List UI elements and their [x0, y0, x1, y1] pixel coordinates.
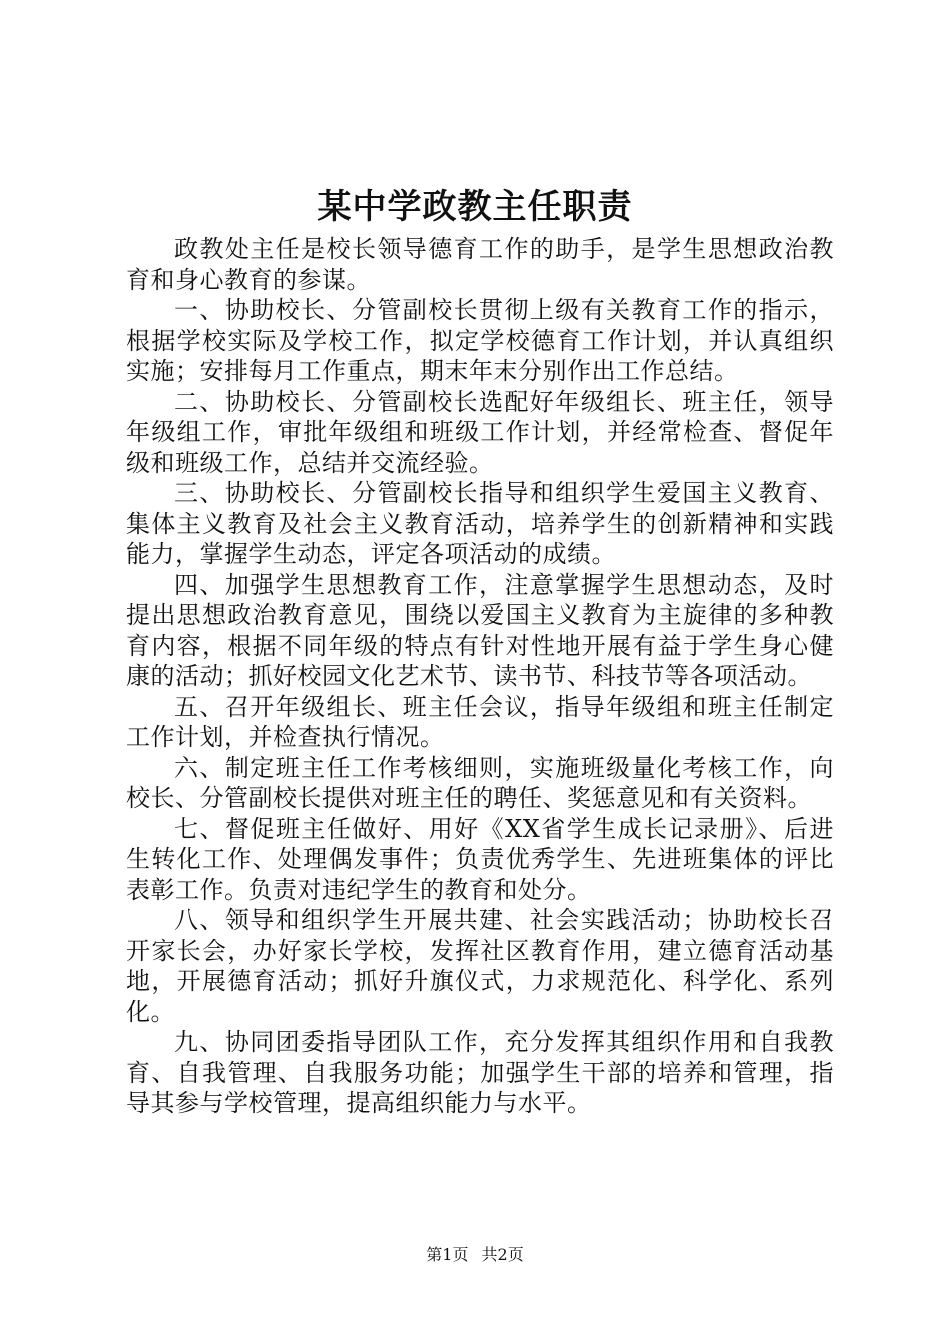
document-body	[126, 234, 834, 1119]
page-footer	[0, 1244, 950, 1266]
paragraph-item-5: 五、召开年级组长、班主任会议，指导年级组和班主任制定工作计划，并检查执行情况。	[126, 692, 834, 751]
paragraph-item-4: 四、加强学生思想教育工作，注意掌握学生思想动态，及时提出思想政治教育意见，围绕以爱国主义教育为主旋律的多种教育内容，根据不同年级的特点有针对性地开展有益于学生身心健康的活动；抓好校园文化艺术节、读书节、科技节等各项活动。	[126, 570, 834, 690]
paragraph-intro: 政教处主任是校长领导德育工作的助手，是学生思想政治教育和身心教育的参谋。	[126, 235, 834, 294]
paragraph-item-3: 三、协助校长、分管副校长指导和组织学生爱国主义教育、集体主义教育及社会主义教育活动，培养学生的创新精神和实践能力，掌握学生动态，评定各项活动的成绩。	[126, 479, 834, 568]
paragraph-item-8: 八、领导和组织学生开展共建、社会实践活动；协助校长召开家长会，办好家长学校，发挥社区教育作用，建立德育活动基地，开展德育活动；抓好升旗仪式，力求规范化、科学化、系列化。	[126, 906, 834, 1026]
paragraph-item-7: 七、督促班主任做好、用好《XX省学生成长记录册》、后进生转化工作、处理偶发事件；负责优秀学生、先进班集体的评比表彰工作。负责对违纪学生的教育和处分。	[126, 814, 834, 904]
paragraph-item-1: 一、协助校长、分管副校长贯彻上级有关教育工作的指示，根据学校实际及学校工作，拟定学校德育工作计划，并认真组织实施；安排每月工作重点，期末年末分别作出工作总结。	[126, 296, 834, 385]
paragraph-item-2: 二、协助校长、分管副校长选配好年级组长、班主任，领导年级组工作，审批年级组和班级工作计划，并经常检查、督促年级和班级工作，总结并交流经验。	[126, 387, 834, 477]
page-total: 共2页	[481, 1245, 524, 1264]
document-title: 某中学政教主任职责	[317, 187, 633, 227]
paragraph-item-9: 九、协同团委指导团队工作，充分发挥其组织作用和自我教育、自我管理、自我服务功能；加强学生干部的培养和管理，指导其参与学校管理，提高组织能力与水平。	[126, 1028, 834, 1117]
paragraph-item-6: 六、制定班主任工作考核细则，实施班级量化考核工作，向校长、分管副校长提供对班主任的聘任、奖惩意见和有关资料。	[126, 753, 834, 812]
page-number: 第1页	[426, 1245, 469, 1264]
